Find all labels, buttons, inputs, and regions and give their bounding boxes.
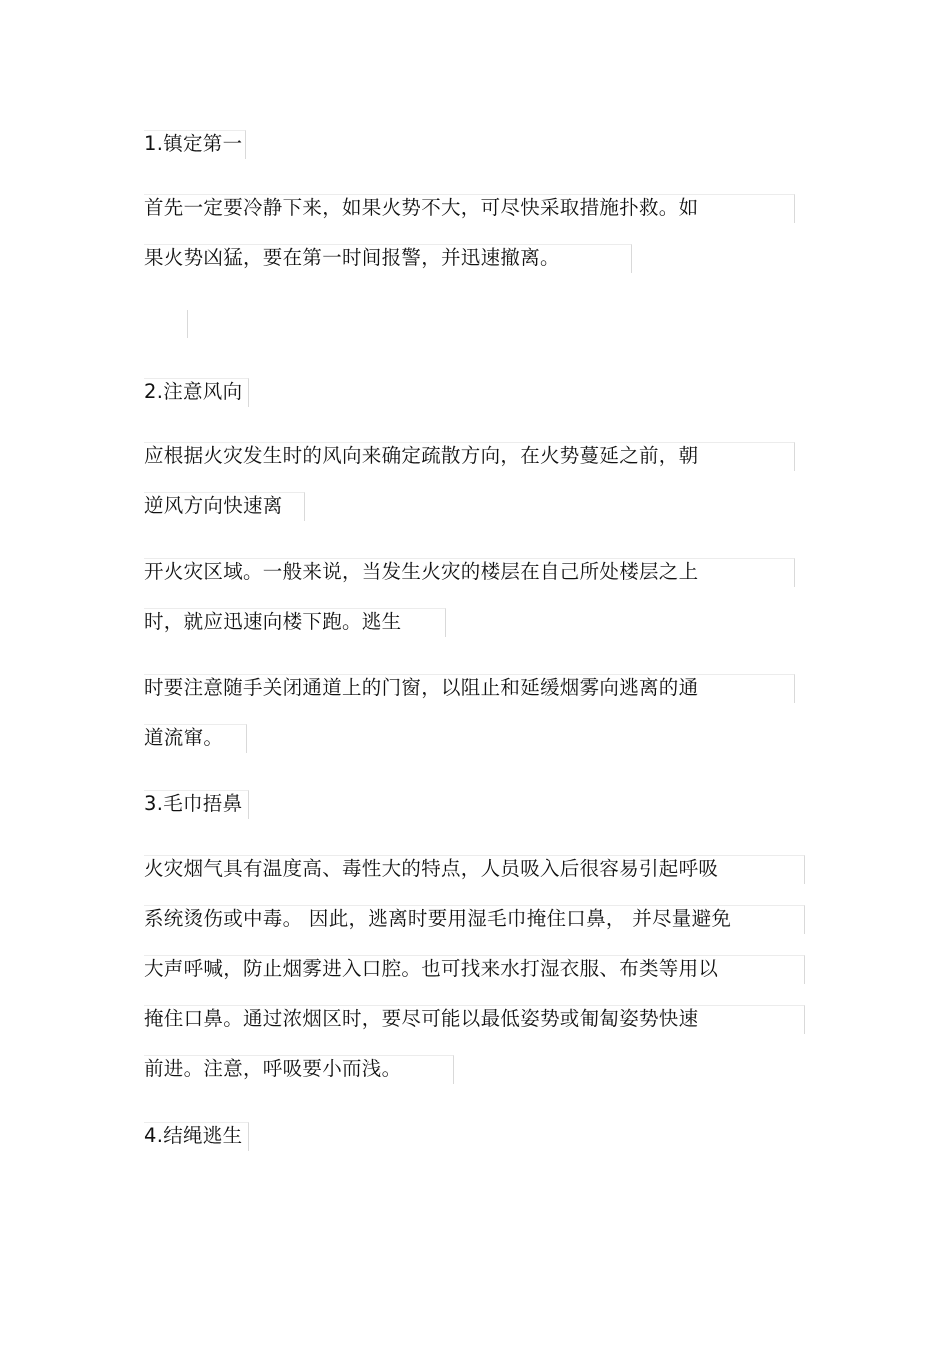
paragraph-line: 火灾烟气具有温度高、毒性大的特点，人员吸入后很容易引起呼吸: [144, 857, 719, 880]
empty-text-box: [144, 310, 188, 338]
paragraph-line: 逆风方向快速离: [144, 494, 283, 517]
section-heading: 4.结绳逃生: [144, 1124, 243, 1147]
paragraph-line: 首先一定要冷静下来，如果火势不大，可尽快采取措施扑救。如: [144, 196, 699, 219]
section-heading: 1.镇定第一: [144, 132, 243, 155]
paragraph-line: 时要注意随手关闭通道上的门窗，以阻止和延缓烟雾向逃离的通: [144, 676, 699, 699]
paragraph-line: 前进。注意，呼吸要小而浅。: [144, 1057, 402, 1080]
section-heading: 3.毛巾捂鼻: [144, 792, 243, 815]
paragraph-line: 时，就应迅速向楼下跑。逃生: [144, 610, 402, 633]
paragraph-line: 大声呼喊，防止烟雾进入口腔。也可找来水打湿衣服、布类等用以: [144, 957, 719, 980]
paragraph-line: 应根据火灾发生时的风向来确定疏散方向，在火势蔓延之前，朝: [144, 444, 699, 467]
paragraph-line: 开火灾区域。一般来说，当发生火灾的楼层在自己所处楼层之上: [144, 560, 699, 583]
paragraph-line: 掩住口鼻。通过浓烟区时，要尽可能以最低姿势或匍匐姿势快速: [144, 1007, 699, 1030]
paragraph-line: 果火势凶猛，要在第一时间报警，并迅速撤离。: [144, 246, 560, 269]
section-heading: 2.注意风向: [144, 380, 243, 403]
paragraph-line: 道流窜。: [144, 726, 224, 749]
paragraph-line: 系统烫伤或中毒。 因此，逃离时要用湿毛巾掩住口鼻， 并尽量避免: [144, 907, 732, 930]
